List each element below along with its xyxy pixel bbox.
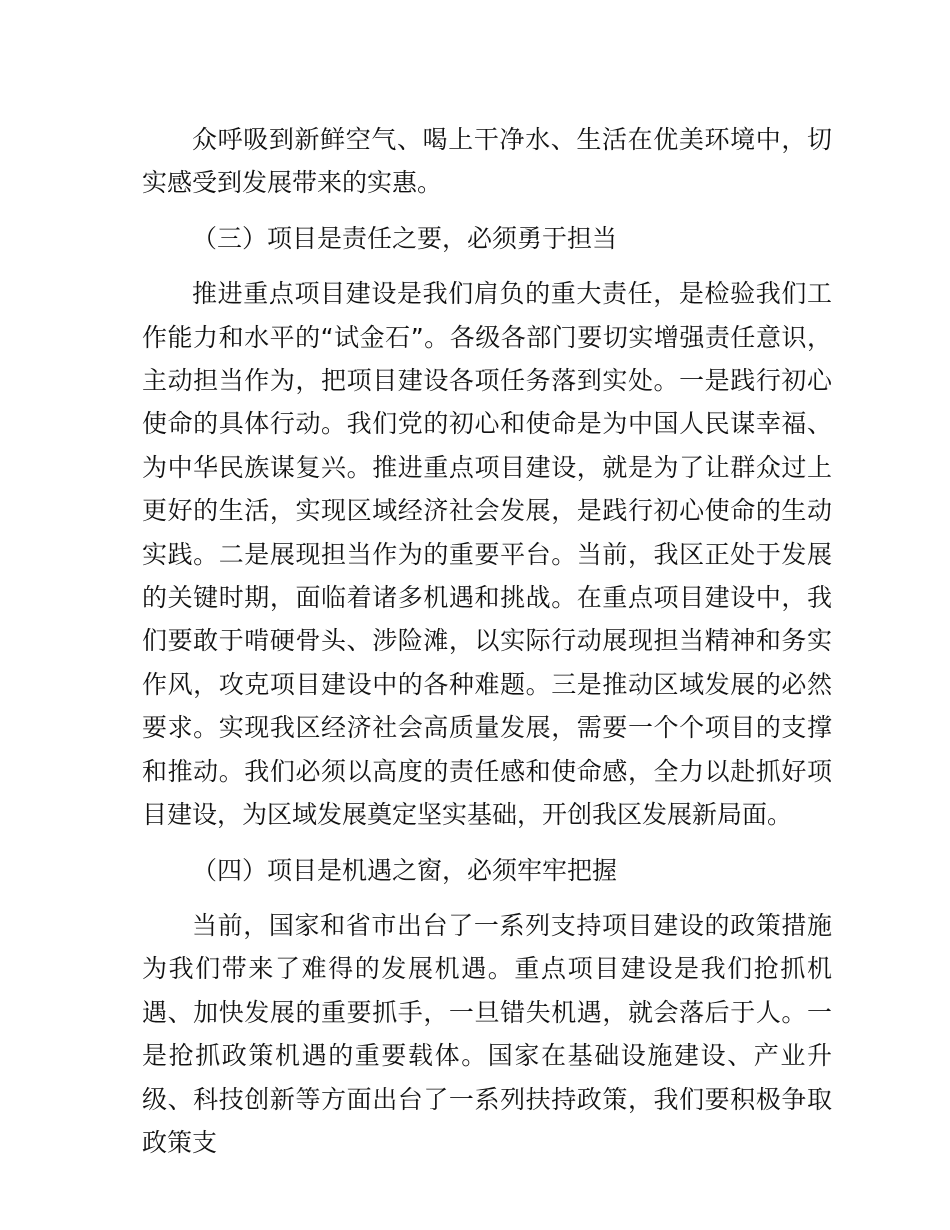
paragraph-opportunity: 当前，国家和省市出台了一系列支持项目建设的政策措施为我们带来了难得的发展机遇。重点项目建设是我们抢抓机遇、加快发展的重要抓手，一旦错失机遇，就会落后于人。一是抢抓政策机遇的重要载体。国家在基础设施建设、产业升级、科技创新等方面出台了一系列扶持政策，我们要积极争取政策支 xyxy=(142,910,832,1157)
paragraph-responsibility: 推进重点项目建设是我们肩负的重大责任，是检验我们工作能力和水平的“试金石”。各级各部门要切实增强责任意识，主动担当作为，把项目建设各项任务落到实处。一是践行初心使命的具体行动。我们党的初心和使命是为中国人民谋幸福、为中华民族谋复兴。推进重点项目建设，就是为了让群众过上更好的生活，实现区域经济社会发展，是践行初心使命的生动实践。二是展现担当作为的重要平台。当前，我区正处于发展的关键时期，面临着诸多机遇和挑战。在重点项目建设中，我们要敢于啃硬骨头、涉险滩，以实际行动展现担当精神和务实作风，攻克项目建设中的各种难题。三是推动区域发展的必然要求。实现我区经济社会高质量发展，需要一个个项目的支撑和推动。我们必须以高度的责任感和使命感，全力以赴抓好项目建设，为区域发展奠定坚实基础，开创我区发展新局面。 xyxy=(142,279,832,830)
paragraph-continuation: 众呼吸到新鲜空气、喝上干净水、生活在优美环境中，切实感受到发展带来的实惠。 xyxy=(142,125,832,198)
section-heading-3: （三）项目是责任之要，必须勇于担当 xyxy=(192,223,618,253)
document-body xyxy=(142,118,832,1176)
section-heading-4: （四）项目是机遇之窗，必须牢牢把握 xyxy=(192,855,618,885)
